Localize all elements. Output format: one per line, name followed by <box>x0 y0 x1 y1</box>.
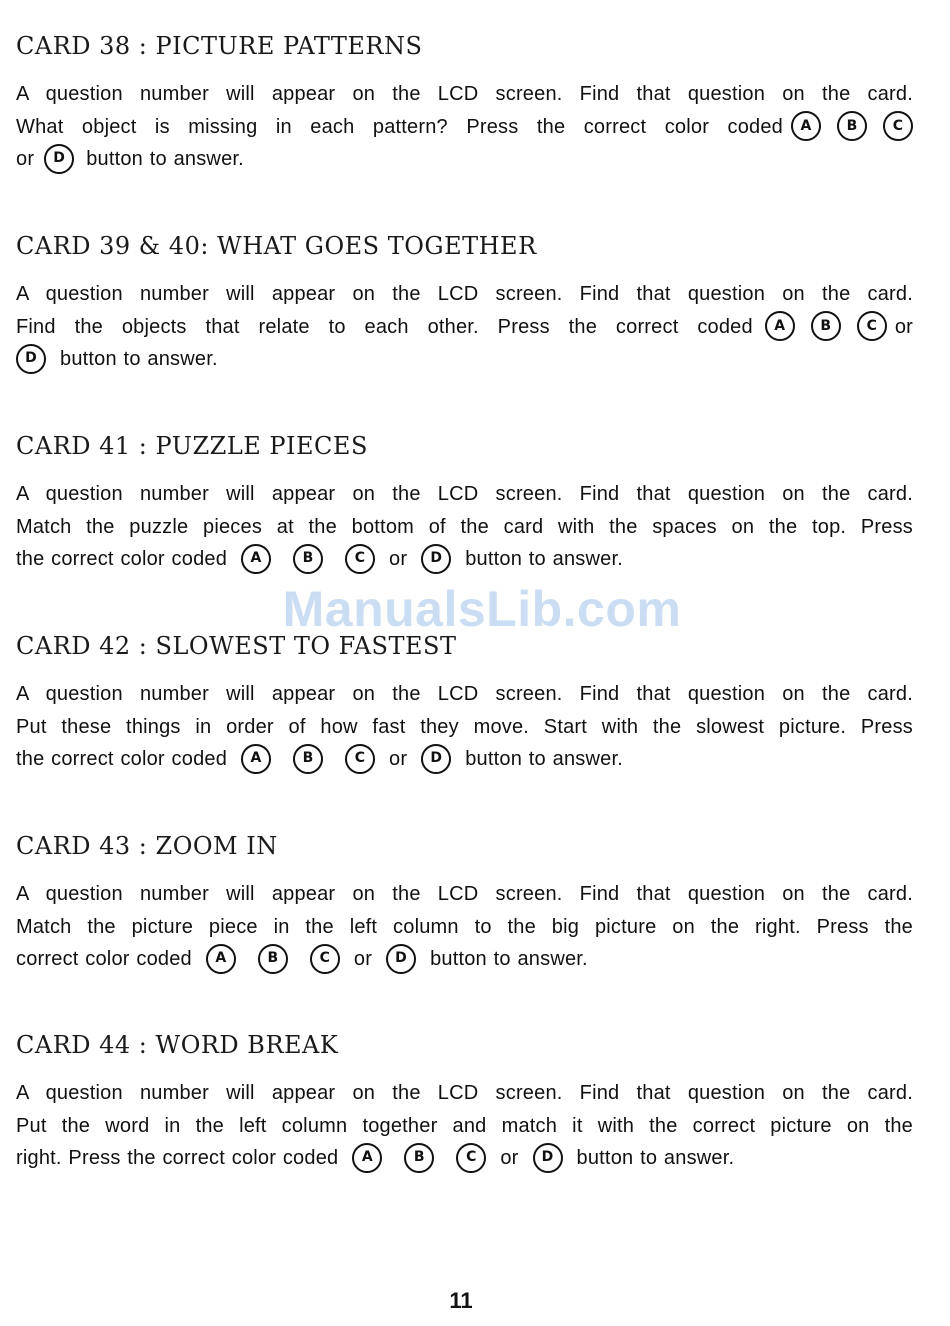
card-43-instructions <box>16 878 913 976</box>
button-d-icon: D <box>421 744 451 774</box>
card-38-line-1: A question number will appear on the LCD screen. Find that question on the card. <box>16 83 913 105</box>
card-41-line-3: the correct color coded A B C or D button to answer. <box>16 543 913 576</box>
card-44-line-3: right. Press the correct color coded A B C or D button to answer. <box>16 1142 913 1175</box>
button-d-icon: D <box>44 144 74 174</box>
button-c-icon: C <box>310 944 340 974</box>
card-39-40-line-3: D button to answer. <box>16 343 913 376</box>
button-a-icon: A <box>241 744 271 774</box>
card-44-heading: CARD 44 : WORD BREAK <box>16 1031 339 1059</box>
button-c-icon: C <box>883 111 913 141</box>
button-a-icon: A <box>241 544 271 574</box>
card-41-heading: CARD 41 : PUZZLE PIECES <box>16 432 368 460</box>
card-41-line-2: Match the puzzle pieces at the bottom of the card with the spaces on the top. Press <box>16 515 913 538</box>
button-b-icon: B <box>258 944 288 974</box>
button-c-icon: C <box>857 311 887 341</box>
card-43-line-2: Match the picture piece in the left column to the big picture on the right. Press the <box>16 915 913 938</box>
button-b-icon: B <box>811 311 841 341</box>
card-42-line-3: the correct color coded A B C or D button to answer. <box>16 743 913 776</box>
card-39-40-line-2: Find the objects that relate to each other. Press the correct coded A B C or <box>16 311 913 344</box>
button-b-icon: B <box>404 1143 434 1173</box>
card-44-instructions <box>16 1077 913 1175</box>
card-42-line-1: A question number will appear on the LCD screen. Find that question on the card. <box>16 683 913 705</box>
watermark: ManualsLib.com <box>282 581 682 637</box>
card-41-instructions <box>16 478 913 576</box>
button-b-icon: B <box>837 111 867 141</box>
button-c-icon: C <box>345 544 375 574</box>
card-39-40-line-1: A question number will appear on the LCD screen. Find that question on the card. <box>16 283 913 305</box>
card-41-line-1: A question number will appear on the LCD screen. Find that question on the card. <box>16 483 913 505</box>
card-43-line-1: A question number will appear on the LCD screen. Find that question on the card. <box>16 883 913 905</box>
card-38-line-3: or D button to answer. <box>16 143 913 176</box>
card-43-heading: CARD 43 : ZOOM IN <box>16 832 278 860</box>
button-b-icon: B <box>293 544 323 574</box>
card-42-instructions <box>16 678 913 776</box>
card-38-heading: CARD 38 : PICTURE PATTERNS <box>16 32 423 60</box>
card-43-line-3: correct color coded A B C or D button to answer. <box>16 943 913 976</box>
button-a-icon: A <box>791 111 821 141</box>
button-a-icon: A <box>765 311 795 341</box>
button-d-icon: D <box>386 944 416 974</box>
card-39-40-heading: CARD 39 & 40: WHAT GOES TOGETHER <box>16 232 537 260</box>
button-d-icon: D <box>533 1143 563 1173</box>
card-44-line-1: A question number will appear on the LCD screen. Find that question on the card. <box>16 1082 913 1104</box>
button-b-icon: B <box>293 744 323 774</box>
button-d-icon: D <box>421 544 451 574</box>
button-a-icon: A <box>206 944 236 974</box>
card-39-40-instructions <box>16 278 913 376</box>
card-38-line-2: What object is missing in each pattern? Press the correct color coded A B C <box>16 111 913 144</box>
button-a-icon: A <box>352 1143 382 1173</box>
card-42-heading: CARD 42 : SLOWEST TO FASTEST <box>16 632 457 660</box>
card-44-line-2: Put the word in the left column together and match it with the correct picture on the <box>16 1114 913 1137</box>
button-c-icon: C <box>456 1143 486 1173</box>
button-d-icon: D <box>16 344 46 374</box>
button-c-icon: C <box>345 744 375 774</box>
card-38-instructions <box>16 78 913 176</box>
page-number: 11 <box>449 1288 473 1313</box>
card-42-line-2: Put these things in order of how fast they move. Start with the slowest picture. Press <box>16 715 913 738</box>
